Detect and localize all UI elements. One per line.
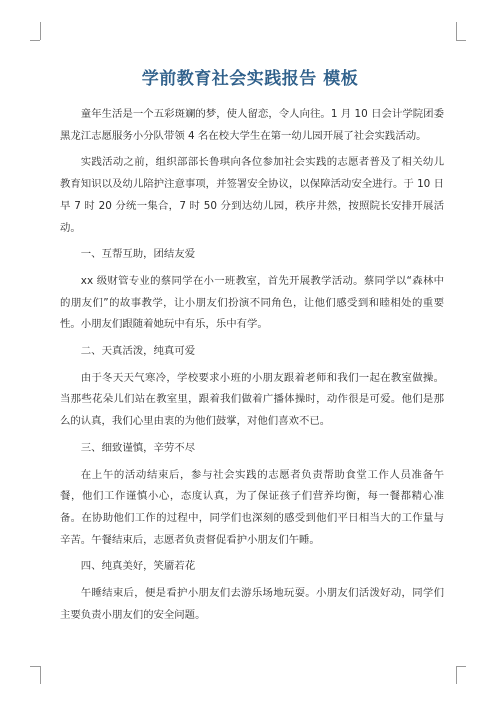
section-heading-1: 一、互帮互助，团结友爱 bbox=[80, 248, 196, 261]
paragraph-intro: 童年生活是一个五彩斑斓的梦，使人留恋，令人向往。1 月 10 日会计学院团委黑龙江志愿服务小分队带领 4 名在校大学生在第一幼儿园开展了社会实践活动。 bbox=[60, 108, 444, 142]
page-title: 学前教育社会实践报告 模板 bbox=[141, 69, 359, 89]
section-heading-4: 四、纯真美好，笑靥若花 bbox=[80, 560, 196, 573]
document-body bbox=[60, 104, 444, 631]
paragraph-section-1: xx 级财管专业的蔡同学在小一班教室，首先开展教学活动。蔡同学以“森林中的朋友们”的故事教学，让小朋友们扮演不同角色，让他们感受到和睦相处的重要性。小朋友们跟随着她玩中有乐，乐中有学。 bbox=[60, 274, 444, 331]
section-heading-2: 二、天真活泼，纯真可爱 bbox=[80, 345, 196, 358]
section-heading-3: 三、细致谨慎，辛劳不尽 bbox=[80, 441, 196, 454]
paragraph-section-3: 在上午的活动结束后，参与社会实践的志愿者负责帮助食堂工作人员准备午餐，他们工作谨慎小心，态度认真，为了保证孩子们营养均衡，每一餐都精心准备。在协助他们工作的过程中，同学们也深刻的感受到他们平日相当大的工作量与辛苦。午餐结束后，志愿者负责督促看护小朋友们午睡。 bbox=[60, 468, 444, 546]
paragraph-preparation: 实践活动之前，组织部部长鲁琪向各位参加社会实践的志愿者普及了相关幼儿教育知识以及幼儿陪护注意事项，并签署安全协议，以保障活动安全进行。于 10 日早 7 时 20 分统一集合，7 时 50 分到达幼儿园，秩序井然，按照院长安排开展活动。 bbox=[60, 156, 444, 234]
paragraph-section-2: 由于冬天天气寒冷，学校要求小班的小朋友跟着老师和我们一起在教室做操。当那些花朵儿们站在教室里，跟着我们做着广播体操时，动作很是可爱。他们是那么的认真，我们心里由衷的为他们鼓掌，对他们喜欢不已。 bbox=[60, 371, 444, 428]
paragraph-section-4: 午睡结束后，便是看护小朋友们去游乐场地玩耍。小朋友们活泼好动，同学们主要负责小朋友们的安全问题。 bbox=[60, 587, 444, 621]
